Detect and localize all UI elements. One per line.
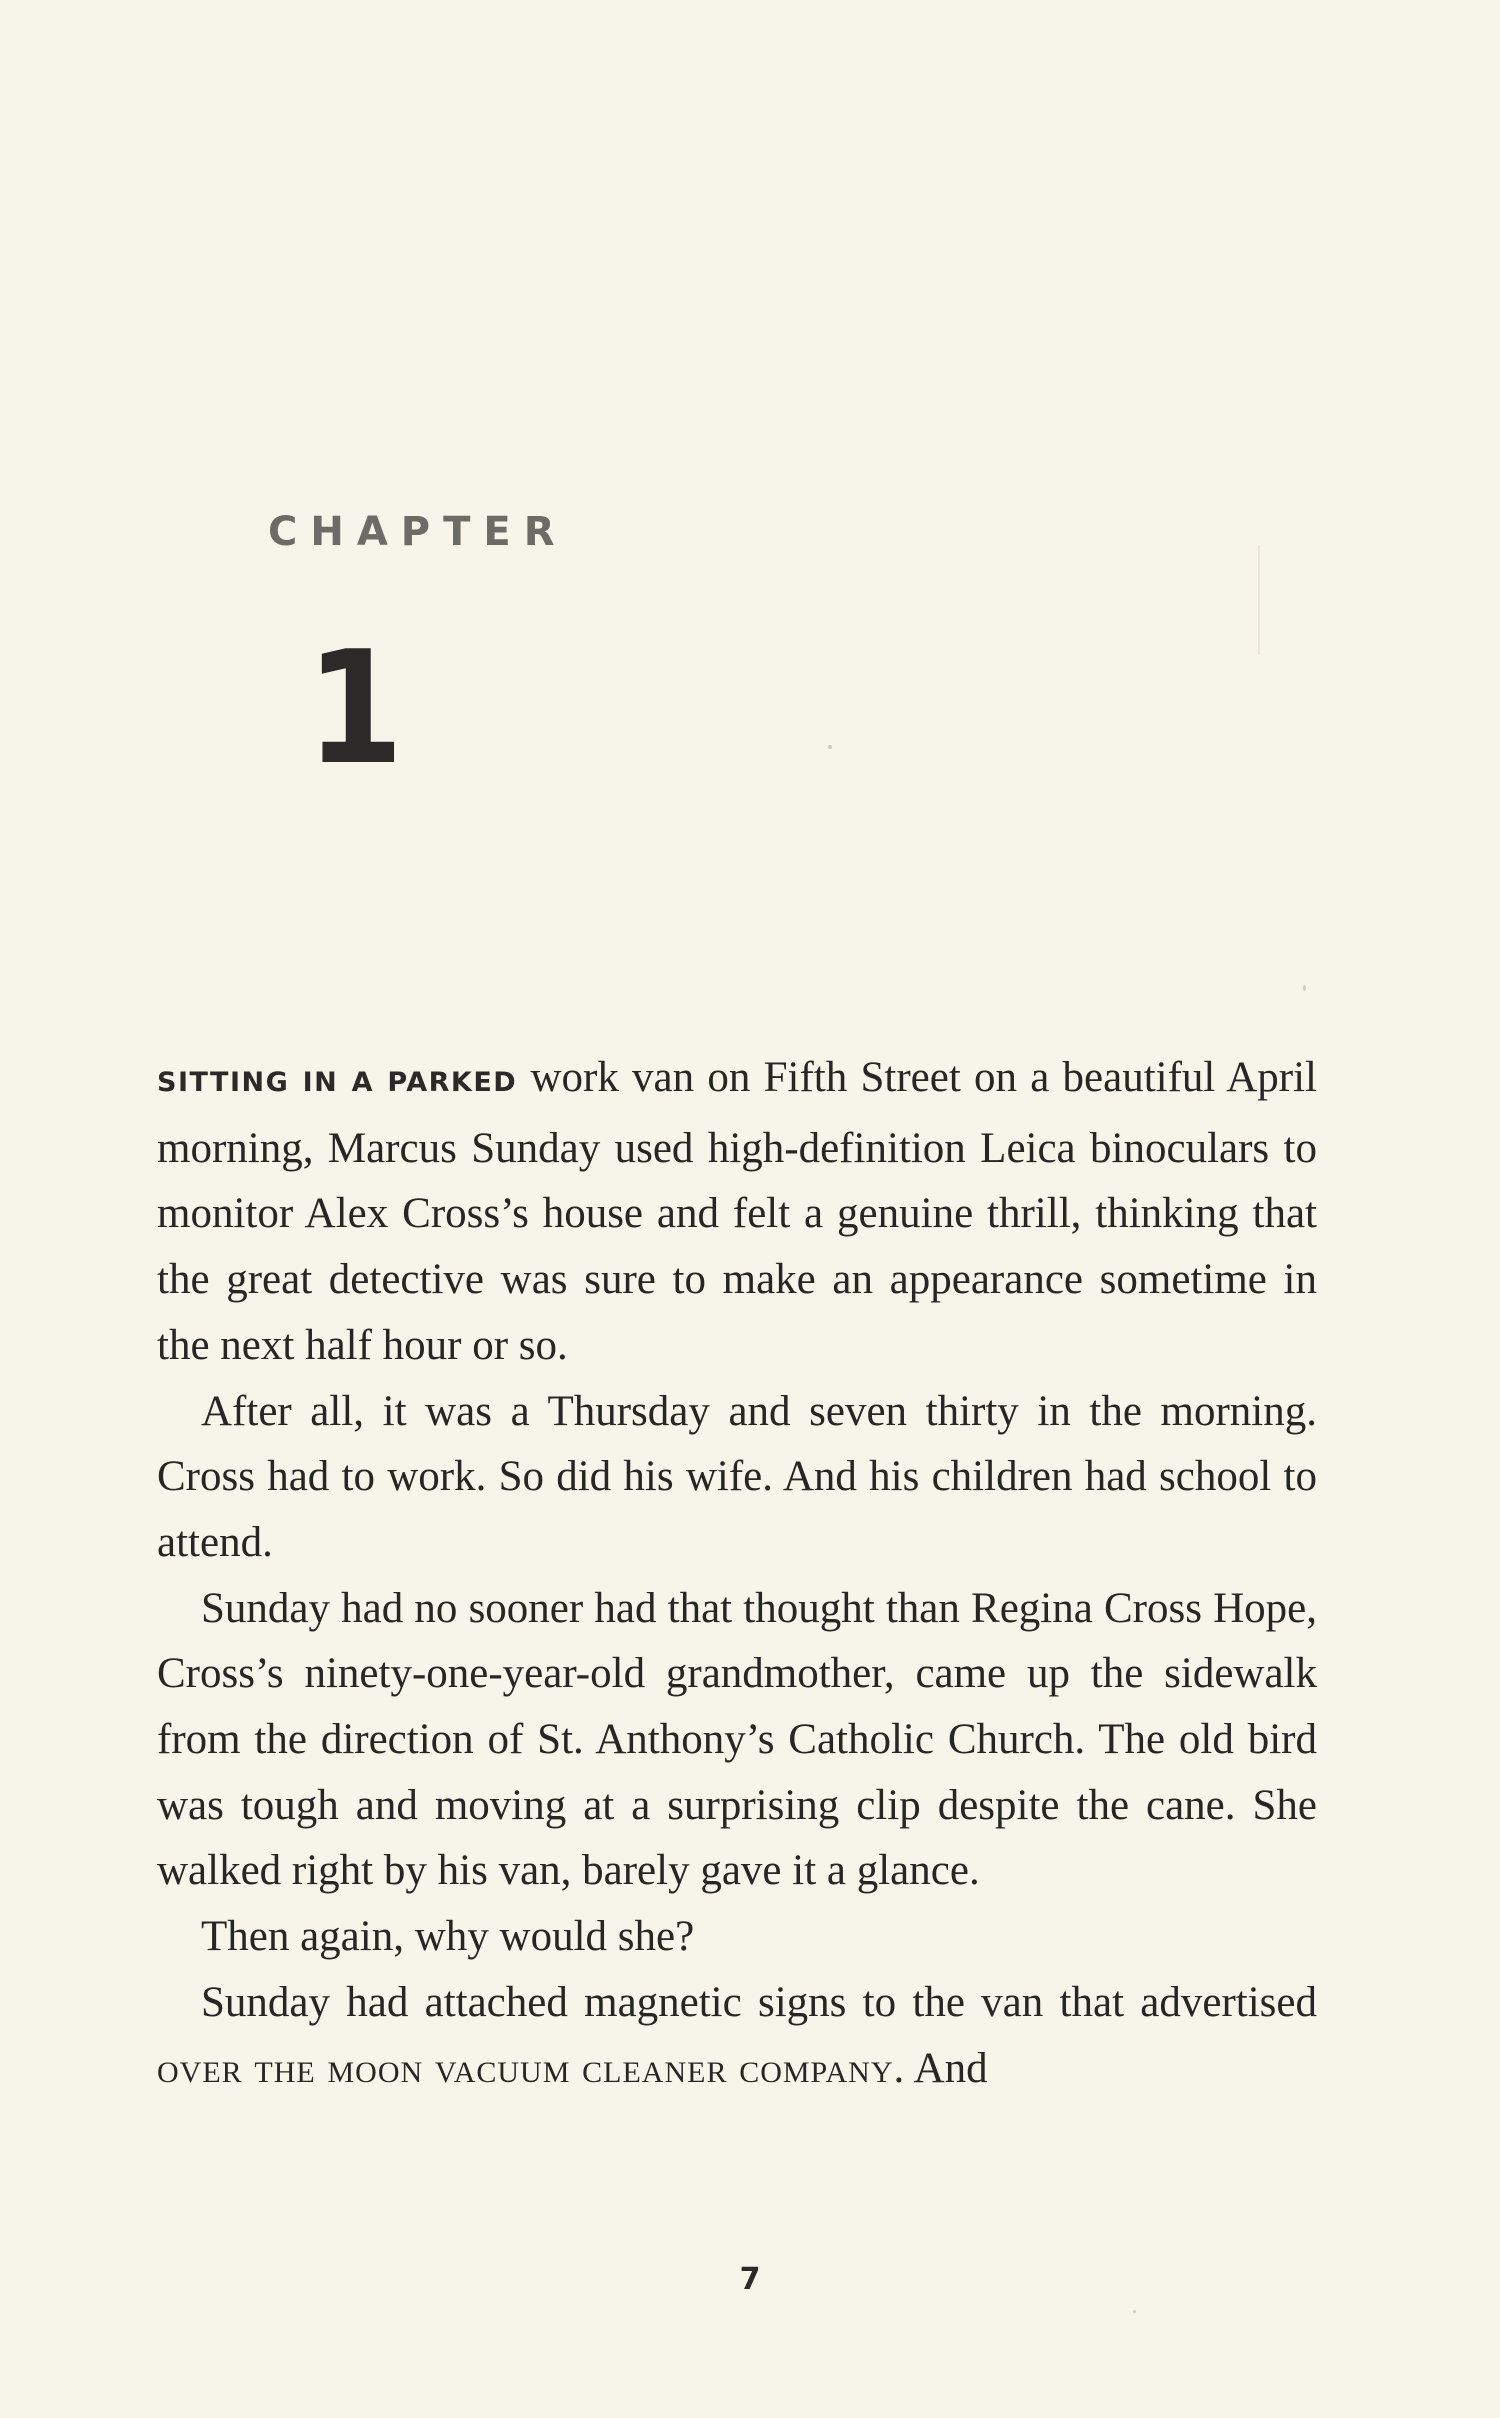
paragraph-text: work van on Fifth Street on a beautiful April morning, Marcus Sunday used high-definition Leica binoculars to monitor Alex Cross’s house and felt a genuine thrill, thinking that the great detective was sure to make an appearance sometime in the next half hour or so. (157, 1054, 1317, 1369)
chapter-label: CHAPTER (268, 509, 568, 555)
paragraph-1 (157, 1045, 1317, 1379)
paragraph-text: Sunday had no sooner had that thought than Regina Cross Hope, Cross’s ninety-one-year-old grandmother, came up the sidewalk from the direction of St. Anthony’s Catholic Church. The old bird was tough and moving at a surprising clip despite the cane. She walked right by his van, barely gave it a glance. (157, 1584, 1317, 1895)
company-name-small-caps: over the moon vacuum cleaner company. (157, 2044, 906, 2092)
chapter-number: 1 (306, 617, 404, 799)
paragraph-text: Then again, why would she? (201, 1913, 695, 1961)
lead-in-caps: SITTING IN A PARKED (157, 1067, 518, 1098)
paper-crease (1258, 545, 1260, 655)
paragraph-text: Sunday had attached magnetic signs to the van that advertised (201, 1978, 1317, 2026)
paragraph-text: After all, it was a Thursday and seven thirty in the morning. Cross had to work. So did his wife. And his children had school to attend. (157, 1387, 1317, 1566)
paper-speck (828, 745, 832, 749)
page-number: 7 (739, 2262, 761, 2297)
paper-speck (1303, 985, 1306, 991)
paper-speck (1133, 2310, 1136, 2313)
chapter-body (157, 1045, 1317, 2101)
paragraph-4 (157, 1904, 1317, 1970)
paragraph-3 (157, 1576, 1317, 1905)
paragraph-2 (157, 1379, 1317, 1576)
paragraph-5 (157, 1970, 1317, 2101)
paragraph-text: And (905, 2044, 988, 2092)
